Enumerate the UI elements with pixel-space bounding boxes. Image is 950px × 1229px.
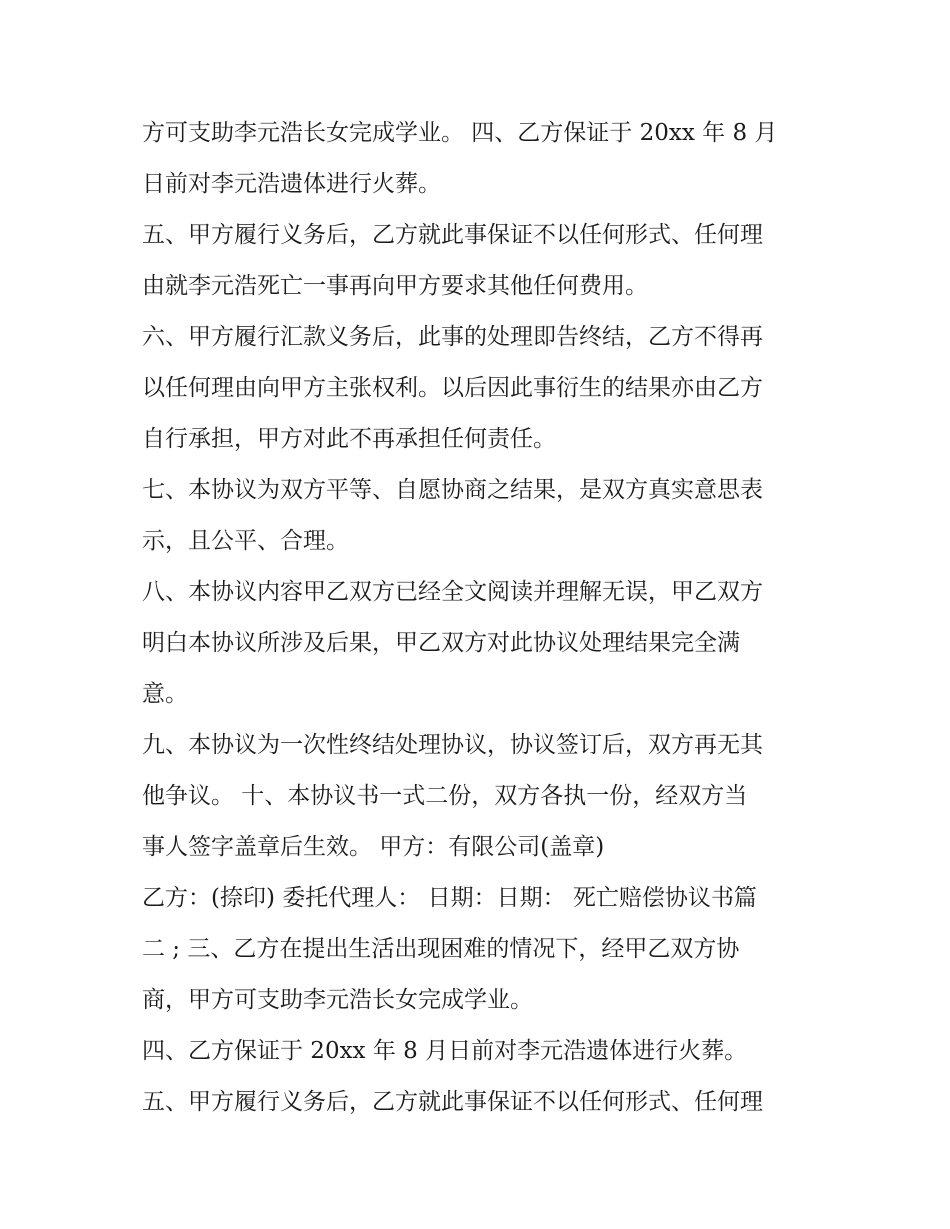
text-line: 四、乙方保证于 20xx 年 8 月日前对李元浩遗体进行火葬。 (142, 1038, 748, 1064)
document-body (142, 108, 842, 1128)
text-line: 五、甲方履行义务后，乙方就此事保证不以任何形式、任何理 (142, 222, 763, 248)
text-line: 商，甲方可支助李元浩长女完成学业。 (142, 987, 533, 1013)
text-line: 以任何理由向甲方主张权利。以后因此事衍生的结果亦由乙方 (142, 375, 763, 401)
text-line: 他争议。 十、本协议书一式二份，双方各执一份，经双方当 (142, 783, 748, 809)
text-line: 七、本协议为双方平等、自愿协商之结果，是双方真实意思表 (142, 477, 763, 503)
text-line: 二 ; 三、乙方在提出生活出现困难的情况下，经甲乙双方协 (142, 936, 740, 962)
text-line: 示，且公平、合理。 (142, 528, 349, 554)
text-line: 由就李元浩死亡一事再向甲方要求其他任何费用。 (142, 273, 648, 299)
text-line: 乙方：(捺印) 委托代理人： 日期：日期： 死亡赔偿协议书篇 (142, 885, 757, 911)
text-line: 方可支助李元浩长女完成学业。 四、乙方保证于 20xx 年 8 月 (142, 120, 778, 146)
text-line: 自行承担，甲方对此不再承担任何责任。 (142, 426, 556, 452)
text-line: 日前对李元浩遗体进行火葬。 (142, 171, 441, 197)
text-line: 五、甲方履行义务后，乙方就此事保证不以任何形式、任何理 (142, 1089, 763, 1115)
text-line: 明白本协议所涉及后果，甲乙双方对此协议处理结果完全满 (142, 630, 740, 656)
text-line: 六、甲方履行汇款义务后，此事的处理即告终结，乙方不得再 (142, 324, 763, 350)
text-line: 意。 (142, 681, 188, 707)
text-line: 事人签字盖章后生效。 甲方：有限公司(盖章) (142, 834, 605, 860)
text-line: 八、本协议内容甲乙双方已经全文阅读并理解无误，甲乙双方 (142, 579, 763, 605)
text-line: 九、本协议为一次性终结处理协议，协议签订后，双方再无其 (142, 732, 763, 758)
